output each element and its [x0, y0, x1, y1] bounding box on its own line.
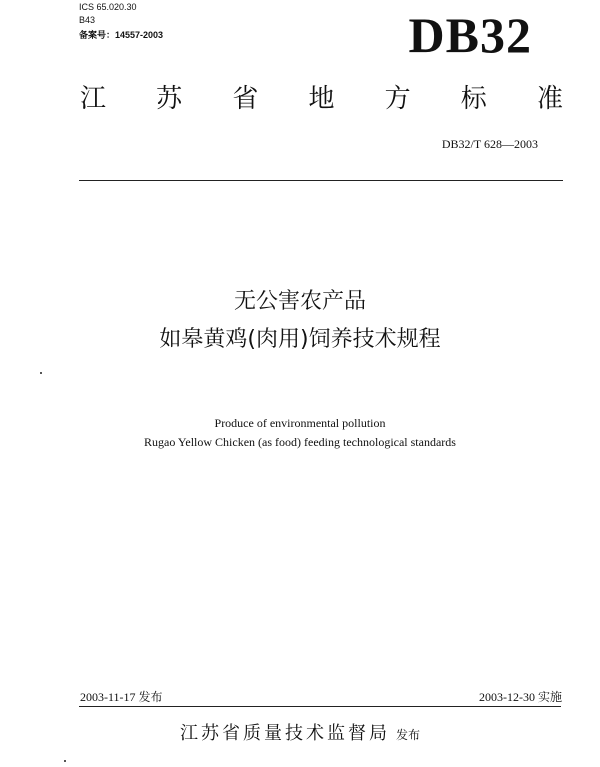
publisher-name: 江苏省质量技术监督局	[179, 723, 390, 744]
classification-code: B43	[79, 15, 96, 25]
level-title-char: 省	[232, 84, 259, 114]
title-english-line-1: Produce of environmental pollution	[214, 416, 386, 430]
publisher-line	[0, 721, 600, 748]
level-title-char: 江	[80, 84, 107, 114]
issue-date: 2003-11-17 发布	[80, 690, 163, 704]
registration-number: 备案号：14557-2003	[79, 30, 164, 40]
level-title-char: 地	[308, 84, 335, 114]
level-title-char: 标	[460, 84, 487, 114]
title-english-line-2: Rugao Yellow Chicken (as food) feeding technological standards	[144, 435, 456, 449]
implementation-date: 2003-12-30 实施	[479, 690, 562, 704]
title-chinese-line-2: 如皋黄鸡(肉用)饲养技术规程	[159, 327, 441, 352]
standard-code-logo: DB32	[408, 7, 532, 63]
scan-speck	[40, 372, 42, 374]
footer-divider	[79, 706, 561, 707]
level-title-char: 准	[536, 84, 563, 114]
ics-code: ICS 65.020.30	[79, 2, 137, 12]
standard-level-title	[80, 84, 563, 114]
standard-number: DB32/T 628—2003	[441, 137, 538, 151]
publisher-suffix: 发布	[395, 728, 420, 742]
title-chinese-line-1: 无公害农产品	[233, 289, 366, 314]
scan-speck	[64, 760, 66, 762]
level-title-char: 方	[384, 84, 411, 114]
header-divider	[79, 180, 563, 181]
level-title-char: 苏	[156, 84, 183, 114]
